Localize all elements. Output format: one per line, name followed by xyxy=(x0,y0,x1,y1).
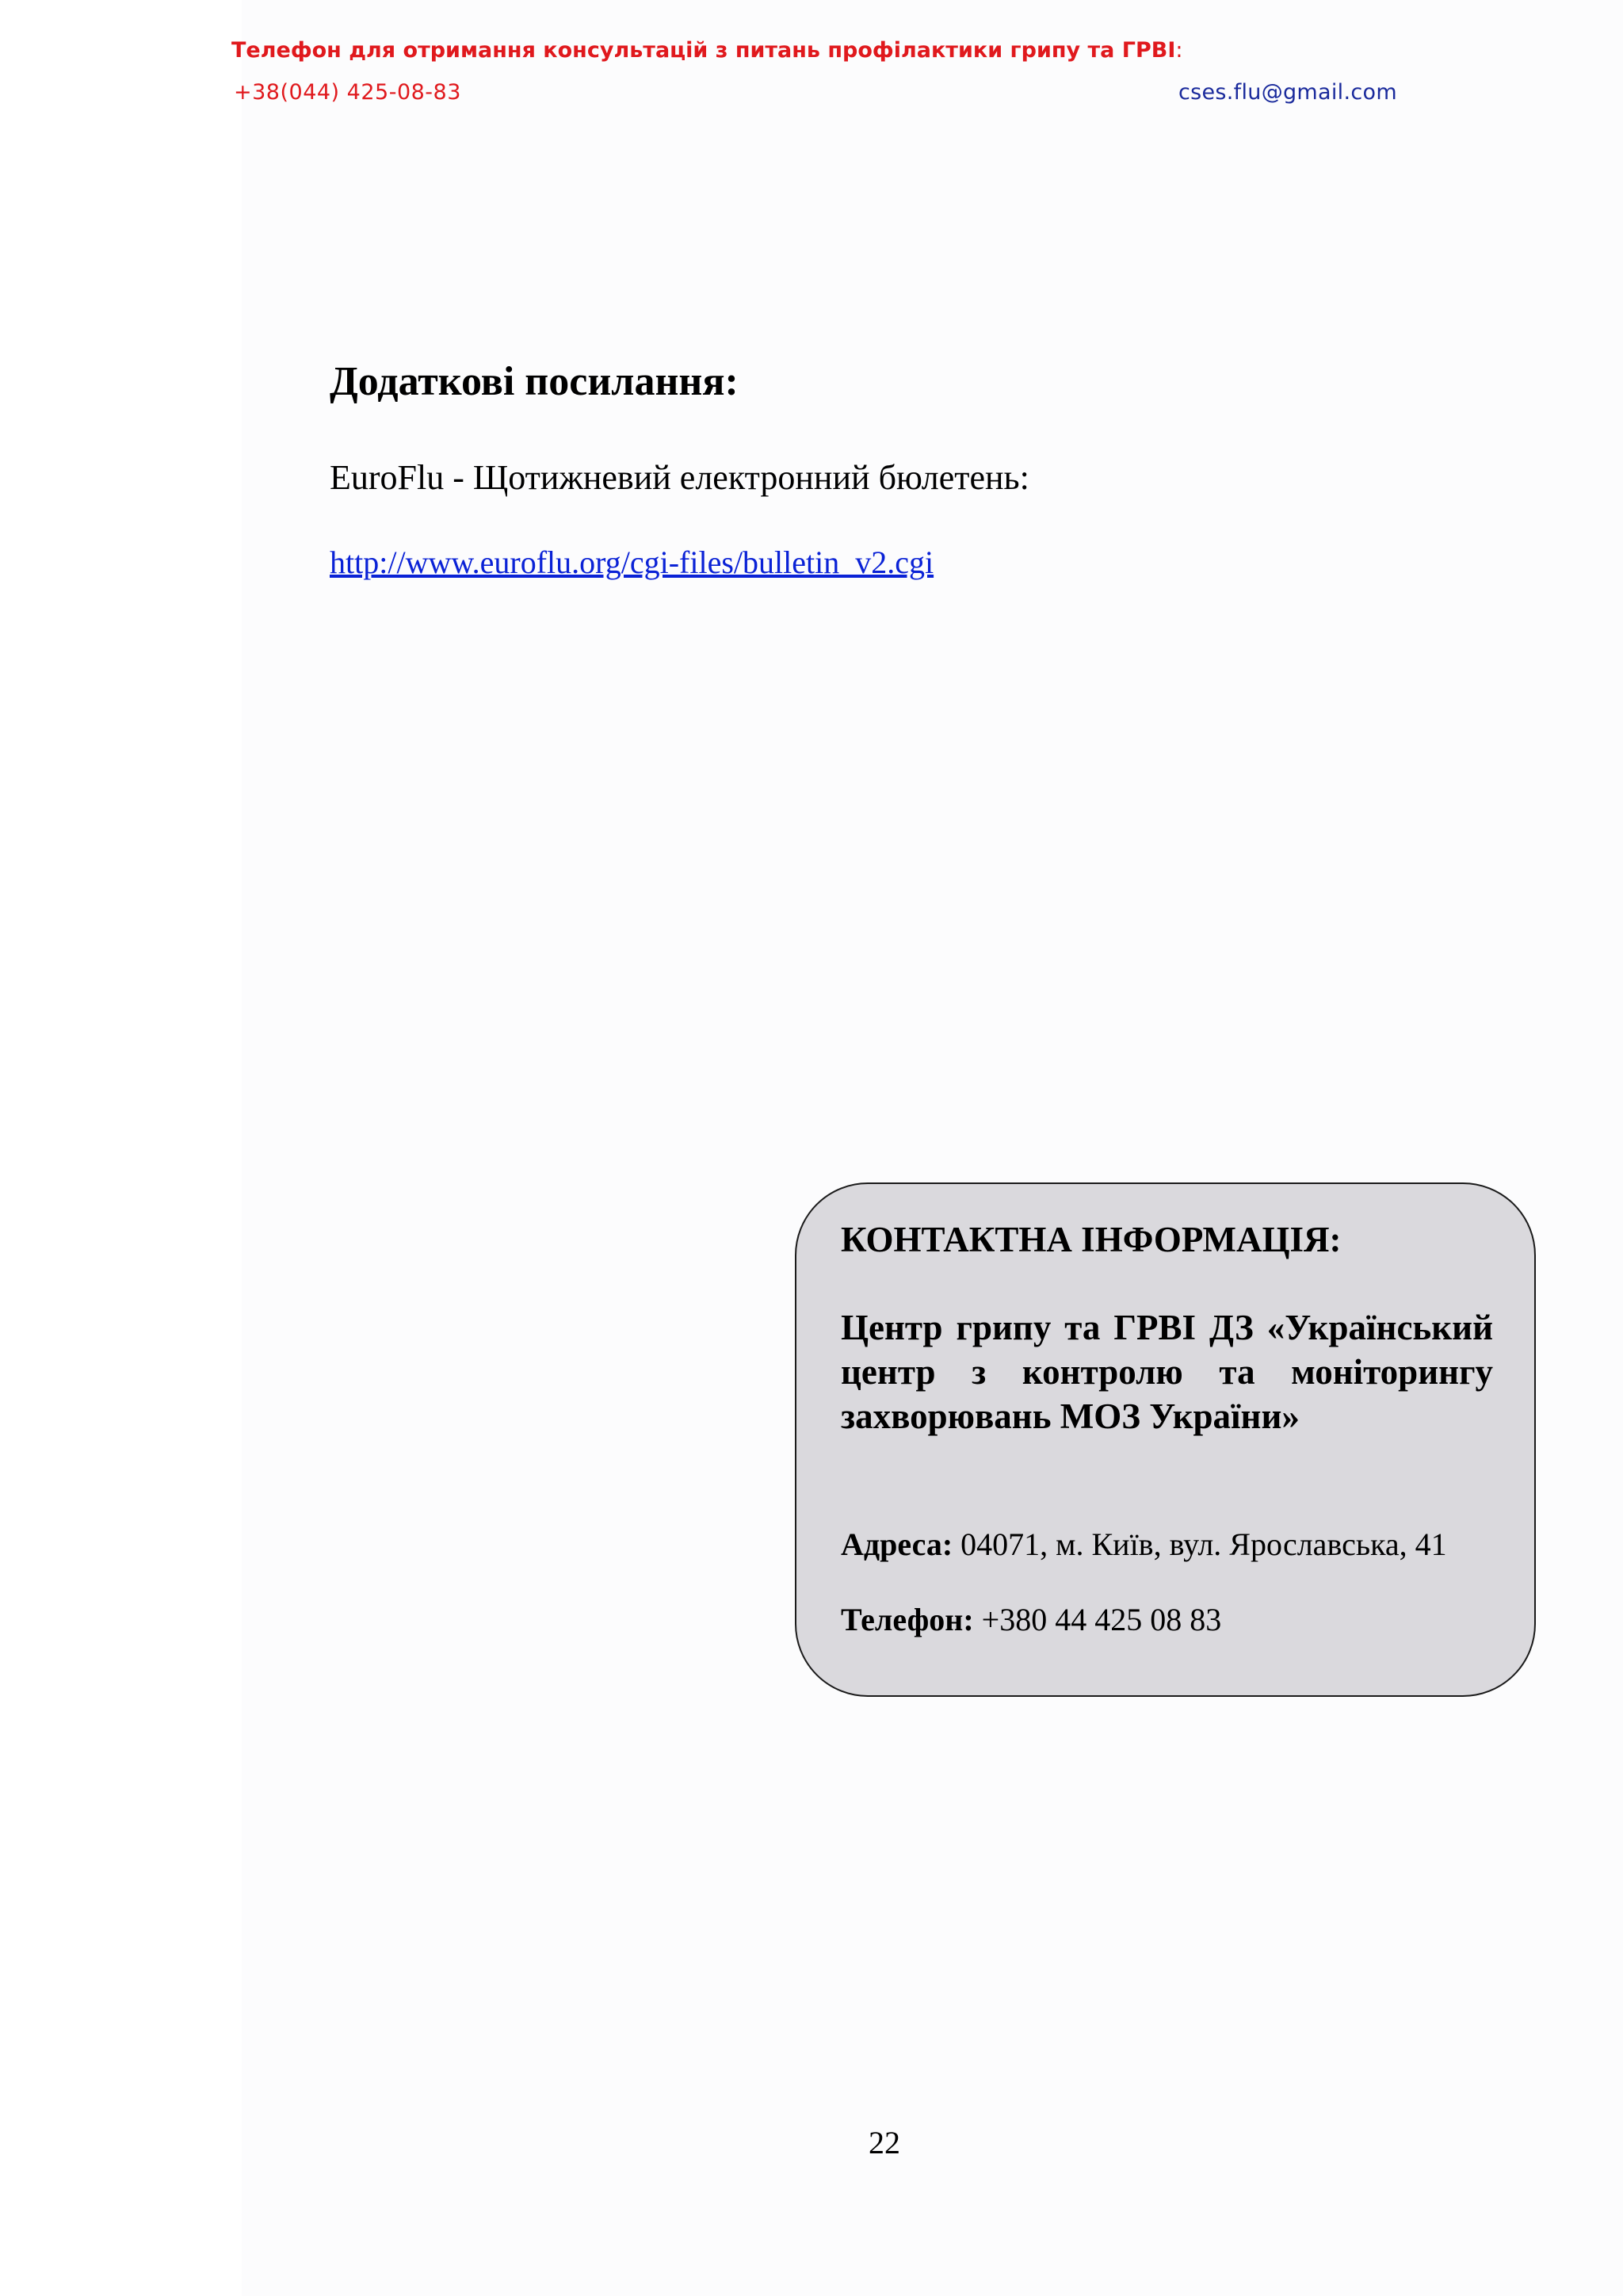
euroflu-description: EuroFlu - Щотижневий електронний бюлетень: xyxy=(330,458,1029,497)
consultation-label: Телефон для отримання консультацій з питань профілактики грипу та ГРВІ xyxy=(231,38,1176,63)
contact-address-label: Адреса: xyxy=(841,1526,953,1562)
euroflu-bulletin-link[interactable]: http://www.euroflu.org/cgi-files/bulletin_v2.cgi xyxy=(330,544,934,580)
page-background xyxy=(242,0,1623,2296)
header-phone: +38(044) 425-08-83 xyxy=(234,80,461,105)
page-number: 22 xyxy=(869,2125,900,2160)
consultation-header xyxy=(231,38,1183,63)
contact-organization: Центр грипу та ГРВІ ДЗ «Український центр з контролю та моніторингу захворювань МОЗ України» xyxy=(841,1308,1493,1436)
consultation-colon: : xyxy=(1175,38,1183,63)
additional-links-heading: Додаткові посилання: xyxy=(330,359,739,404)
contact-address xyxy=(841,1526,1447,1563)
contact-phone-label: Телефон: xyxy=(841,1602,974,1637)
contact-phone xyxy=(841,1601,1221,1638)
contact-address-value: 04071, м. Київ, вул. Ярославська, 41 xyxy=(953,1526,1447,1562)
contact-phone-value: +380 44 425 08 83 xyxy=(973,1602,1222,1637)
contact-title: КОНТАКТНА ІНФОРМАЦІЯ: xyxy=(841,1220,1342,1259)
header-email-link[interactable]: cses.flu@gmail.com xyxy=(1178,80,1397,105)
